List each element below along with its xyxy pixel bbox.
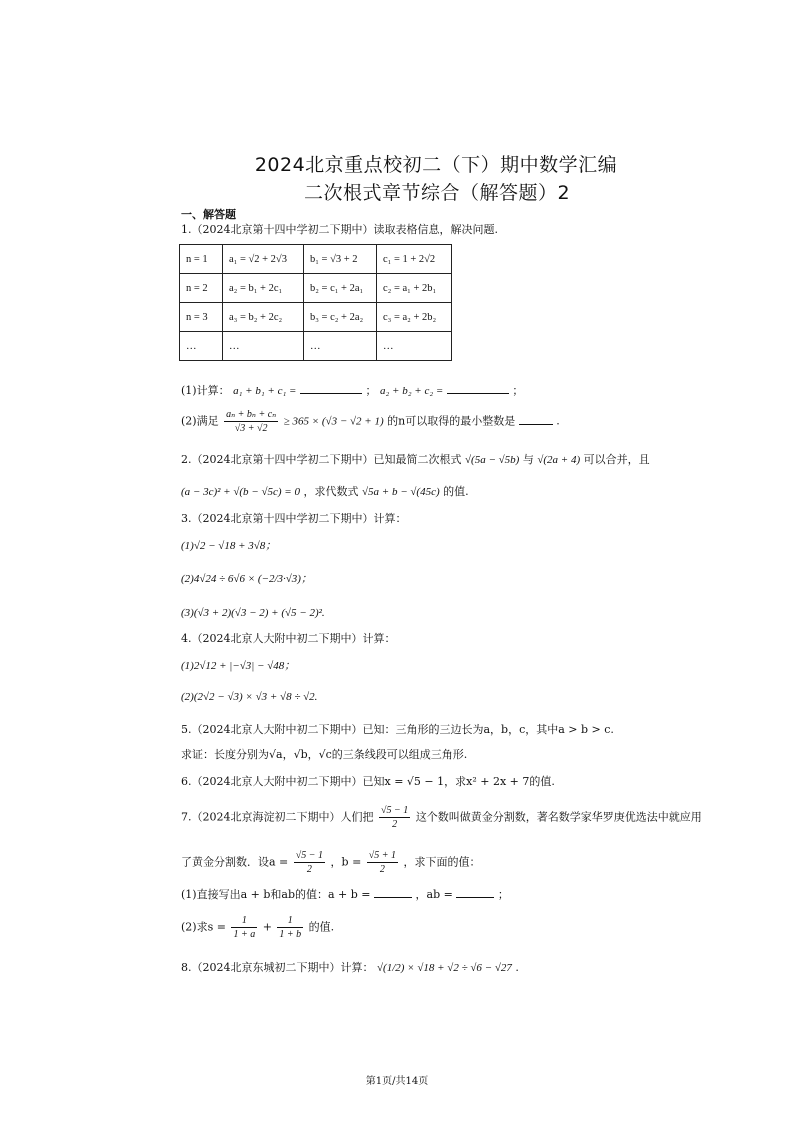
question-4-intro: 4.（2024北京人大附中初二下期中）计算： [181,632,396,645]
question-2-line-2: (a − 3c)² + √(b − √5c) = 0 ，求代数式 √5a + b − √(45c) 的值. [181,485,469,498]
table-cell: … [223,332,304,361]
table-row [180,303,452,332]
question-5-line-1: 5.（2024北京人大附中初二下期中）已知：三角形的三边长为a，b，c，其中a > b > c. [181,723,614,736]
table-cell: … [180,332,223,361]
fraction: $\frac{1}{1 + b}$ [279,915,302,940]
table-row [180,245,452,274]
table-cell: … [377,332,452,361]
question-3-part-3: (3)(√3 + 2)(√3 − 2) + (√5 − 2)². [181,607,325,619]
question-3-part-1: (1)√2 − √18 + 3√8； [181,540,277,552]
table-cell: b₂ = c₁ + 2a₁ [304,274,377,303]
question-4-part-2: (2)(2√2 − √3) × √3 + √8 ÷ √2. [181,691,318,703]
question-1-intro: 1.（2024北京第十四中学初二下期中）读取表格信息，解决问题. [181,223,498,236]
info-table [179,244,452,361]
table-cell: n = 3 [180,303,223,332]
table-cell: a₃ = b₂ + 2c₂ [223,303,304,332]
page-number: 第1页/共14页 [365,1076,429,1087]
question-1-part-1: (1)计算： a₁ + b₁ + c₁ = ； a₂ + b₂ + c₂ = ； [181,384,524,397]
table-cell: b₃ = c₂ + 2a₂ [304,303,377,332]
section-heading: 一、解答题 [181,208,236,221]
fraction: $\frac{√5 + 1}{2}$ [368,850,397,875]
question-7-line-1: 7.（2024北京海淀初二下期中）人们把 $\frac{√5 - 1}{2}$ 这个数叫做黄金分割数，著名数学家华罗庚优选法中就应用 [181,805,702,830]
question-4-part-1: (1)2√12 + |−√3| − √48； [181,660,296,672]
table-cell: c₂ = a₁ + 2b₁ [377,274,452,303]
question-7-part-1: (1)直接写出a + b和ab的值：a + b = ，ab = ； [181,888,509,901]
fraction: $\frac{√5 - 1}{2}$ [295,850,324,875]
answer-blank[interactable] [374,886,412,898]
question-7-part-2: (2)求s = $\frac{1}{1 + a}$ + $\frac{1}{1 + b}$ 的值. [181,915,335,940]
table-cell: a₁ = √2 + 2√3 [223,245,304,274]
table-cell: n = 1 [180,245,223,274]
answer-blank[interactable] [447,382,509,394]
table-cell: a₂ = b₁ + 2c₁ [223,274,304,303]
question-6-line: 6.（2024北京人大附中初二下期中）已知x = √5 − 1，求x² + 2x + 7的值. [181,775,555,788]
question-3-part-2: (2)4√24 ÷ 6√6 × (−2/3·√3)； [181,573,312,585]
question-2-line-1: 2.（2024北京第十四中学初二下期中）已知最简二次根式 √(5a − √5b) 与 √(2a + 4) 可以合并，且 [181,453,650,466]
fraction: $\frac{√5 - 1}{2}$ [381,805,409,830]
answer-blank[interactable] [456,886,494,898]
table-cell: n = 2 [180,274,223,303]
answer-blank[interactable] [519,413,553,425]
page-title: 2024北京重点校初二（下）期中数学汇编 [254,154,618,176]
table-cell: b₁ = √3 + 2 [304,245,377,274]
page-subtitle: 二次根式章节综合（解答题）2 [303,182,571,204]
fraction: $\frac{\text{aₙ + bₙ + cₙ}}{√3 + √2}$ [226,409,277,434]
answer-blank[interactable] [300,382,362,394]
question-5-line-2: 求证：长度分别为√a，√b，√c的三条线段可以组成三角形. [181,748,468,761]
question-1-part-2: (2)满足 $\frac{\text{aₙ + bₙ + cₙ}}{√3 + √2}$ ≥ 365 × (√3 − √2 + 1) 的n可以取得的最小整数是 . [181,409,560,434]
table-row [180,274,452,303]
question-3-intro: 3.（2024北京第十四中学初二下期中）计算： [181,512,407,525]
question-8-line: 8.（2024北京东城初二下期中）计算： √(1/2) × √18 + √2 ÷ √6 − √27 . [181,961,519,974]
table-cell: c₁ = 1 + 2√2 [377,245,452,274]
table-cell: c₃ = a₂ + 2b₂ [377,303,452,332]
table-cell: … [304,332,377,361]
table-row [180,332,452,361]
question-7-line-2: 了黄金分割数．设a = $\frac{√5 - 1}{2}$ ，b = $\frac{√5 + 1}{2}$ ，求下面的值： [181,850,481,875]
fraction: $\frac{1}{1 + a}$ [233,915,256,940]
